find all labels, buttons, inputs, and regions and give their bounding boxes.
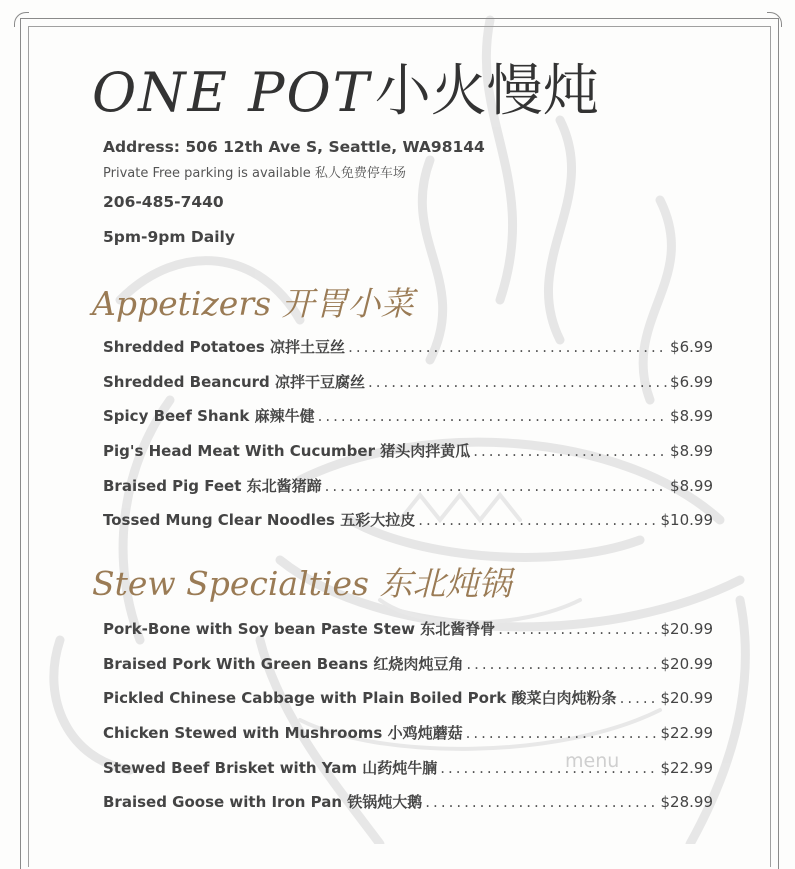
item-name: Pork-Bone with Soy bean Paste Stew 东北酱脊骨	[103, 620, 496, 638]
item-name: Braised Pig Feet 东北酱猪蹄	[103, 476, 322, 495]
item-name: Shredded Beancurd 凉拌干豆腐丝	[103, 372, 365, 391]
dot-leader	[425, 793, 657, 811]
dot-leader	[620, 689, 658, 707]
title-english: ONE POT	[92, 61, 371, 124]
dot-leader	[368, 373, 667, 391]
dot-leader	[325, 477, 667, 495]
opening-hours: 5pm-9pm Daily	[103, 228, 235, 246]
item-name: Shredded Potatoes 凉拌土豆丝	[103, 338, 346, 356]
watermark: menu	[565, 750, 620, 772]
item-name: Pig's Head Meat With Cucumber 猪头肉拌黄瓜	[103, 442, 471, 461]
dot-leader	[466, 655, 657, 673]
menu-item	[103, 509, 713, 544]
stew-list	[103, 618, 713, 826]
item-price: $10.99	[660, 511, 713, 530]
item-name: Chicken Stewed with Mushrooms 小鸡炖蘑菇	[103, 724, 463, 743]
menu-item	[103, 405, 713, 440]
item-price: $8.99	[670, 407, 713, 426]
menu-item	[103, 475, 713, 510]
menu-item	[103, 722, 713, 757]
item-name: Tossed Mung Clear Noodles 五彩大拉皮	[103, 511, 416, 530]
section-title-appetizers: Appetizers 开胃小菜	[92, 284, 414, 323]
menu-item	[103, 757, 713, 792]
phone-number: 206-485-7440	[103, 193, 224, 211]
menu-item	[103, 687, 713, 722]
item-price: $8.99	[670, 476, 713, 495]
dot-leader	[418, 511, 657, 529]
item-price: $20.99	[660, 654, 713, 673]
menu-item	[103, 653, 713, 688]
dot-leader	[348, 338, 667, 356]
appetizers-list	[103, 336, 713, 544]
item-price: $28.99	[660, 793, 713, 812]
item-price: $8.99	[670, 442, 713, 461]
dot-leader	[440, 759, 657, 777]
dot-leader	[318, 407, 667, 425]
item-price: $22.99	[660, 758, 713, 777]
item-price: $20.99	[660, 689, 713, 708]
dot-leader	[498, 620, 657, 638]
item-price: $20.99	[660, 620, 713, 638]
item-name: Stewed Beef Brisket with Yam 山药炖牛腩	[103, 758, 438, 777]
item-name: Braised Pork With Green Beans 红烧肉炖豆角	[103, 654, 464, 673]
dot-leader	[473, 442, 667, 460]
menu-item	[103, 791, 713, 826]
item-name: Braised Goose with Iron Pan 铁锅炖大鹅	[103, 793, 423, 812]
menu-item	[103, 371, 713, 406]
parking-note: Private Free parking is available 私人免费停车场	[103, 166, 406, 181]
item-name: Pickled Chinese Cabbage with Plain Boiled Pork 酸菜白肉炖粉条	[103, 689, 617, 708]
dot-leader	[466, 724, 658, 742]
menu-item	[103, 336, 713, 371]
address: Address: 506 12th Ave S, Seattle, WA98144	[103, 138, 485, 156]
item-name: Spicy Beef Shank 麻辣牛健	[103, 407, 315, 426]
item-price: $6.99	[670, 338, 713, 356]
title-chinese: 小火慢炖	[374, 59, 599, 124]
section-title-stew: Stew Specialties 东北炖锅	[92, 564, 512, 603]
restaurant-title	[92, 50, 599, 124]
item-price: $22.99	[660, 724, 713, 743]
menu-item	[103, 440, 713, 475]
menu-item	[103, 618, 713, 653]
item-price: $6.99	[670, 372, 713, 391]
